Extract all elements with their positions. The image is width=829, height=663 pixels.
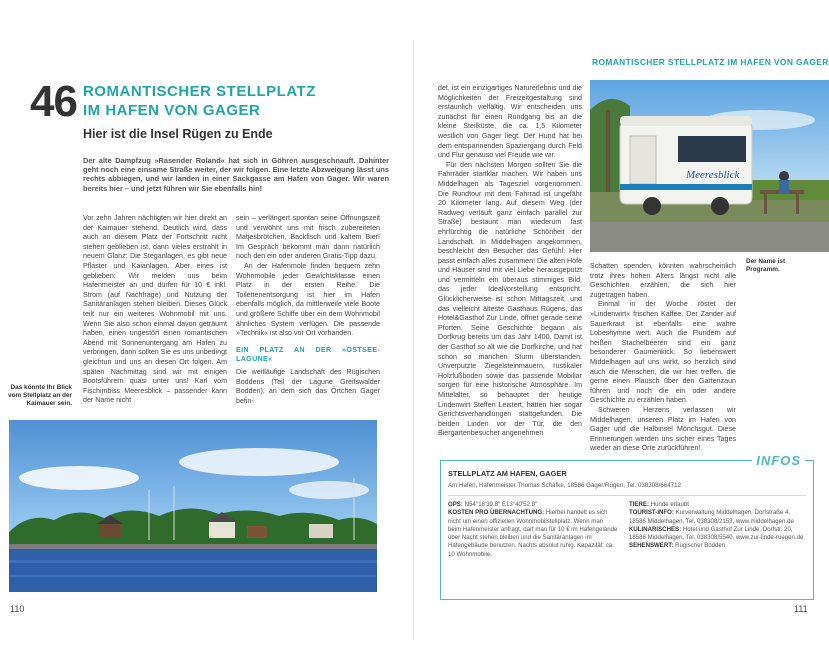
info-gps: GPS: N54°18'39.8" E13°40'52.8" <box>448 501 538 508</box>
info-divider <box>448 495 806 496</box>
title-line-2: IM HAFEN VON GAGER <box>83 102 261 119</box>
page-number: 110 <box>10 604 25 614</box>
info-tourist: TOURIST-INFO: Kurverwaltung Middelhagen, Dorfstraße 4, 18586 Middelhagen, Tel. 038308/2153, www.middelhagen.de <box>629 509 794 525</box>
info-sights: SEHENSWERT: Rügischer Bodden <box>629 542 726 550</box>
camper-illustration <box>590 80 829 252</box>
info-food: KULINARISCHES: Hotel und Gasthof Zur Linde, Dorfstr. 20, 18586 Middelhagen, Tel. 038308/5540, www.zur-linde-ruegen.de <box>629 525 804 542</box>
body-paragraph: det, ist ein einzigartiges Naturerlebnis und die Möglichkeiten der Freizeitgestaltung sind erstaunlich vielfältig. Wir entscheiden uns zunächst für einen Rundgang bis an die kleine Steilküste, die ca. 1,5 Kilometer westlich von Gager liegt. Der Hund hat bei dem entspannenden Spaziergang durch Feld und Flur genauso viel Freude wie wir. <box>438 84 582 160</box>
body-paragraph: Die weitläufige Landschaft des Rügischen Boddens (Teil der Lagune Greifswalder Bodden), an dem sich das Örtchen Gager befin- <box>236 367 380 405</box>
left-page <box>0 0 414 663</box>
camper-photo <box>590 80 829 252</box>
photo-caption: Der Name ist Programm. <box>746 258 786 273</box>
body-paragraph: Schweren Herzens verlassen wir Middelhagen, unseren Platz im Hafen von Gager und die Halbinsel Mönchsgut. Diese Erinnerungen werden uns sicher eines Tages wieder an diese Orte zurückführen! <box>590 405 736 453</box>
info-title: STELLPLATZ AM HAFEN, GAGER <box>448 469 567 478</box>
body-paragraph: Schatten spenden, könnten wahrscheinlich trotz ihres hohen Alters längst nicht alle Geschichten erzählen, die sich hier zugetragen haben. <box>590 262 736 299</box>
title-line-1: ROMANTISCHER STELLPLATZ <box>83 83 316 100</box>
left-column-2 <box>236 214 380 406</box>
info-column-left <box>448 501 618 559</box>
body-paragraph: Vor zehn Jahren nächtigten wir hier direkt an der Kaimauer stehend. Deutlich wird, dass auch an diesem Platz der Fortschritt nicht stehen geblieben ist, dann vieles erstrahlt in neuem Glanz: Die Steganlagen, es gibt neue Pflaster und Kaianlagen. Aber eines ist geblieben: Wir melden uns beim Hafenmeister an und dürfen für 10 € inkl. Strom (auf Nachfrage) und Nutzung der Sanitäranlagen stehen bleiben. Dieses Glück teilt nur ein weiteres Wohnmobil mit uns. Wenn Sie also schon einmal davon geträumt haben, einen ungestört einen romantischen Abend mit Sonnenuntergang am Hafen zu verbringen, dann sollten Sie es uns unbedingt gleichtun und uns an diesen Ort folgen. Am späten Nachmittag sind wir mit einigen Bootsführern quasi unter uns! Karl vom Fischimbiss Meeresblick – passender kann der Name nicht <box>83 214 227 405</box>
left-column-1 <box>83 214 227 406</box>
page-number: 111 <box>794 604 808 614</box>
info-costs: KOSTEN PRO ÜBERNACHTUNG: Hierbei handelt es sich nicht um einen offiziellen Wohnmobilstellplatz. Wenn man beim Hafenmeister anfragt, darf man für 10 € im Hafengelände über Nacht stehen bleiben und die Sanitäranlagen im Hafengebäude benutzen. Nachts absolut ruhig. Kapazität: ca. 10 Wohnmobile. <box>448 509 618 558</box>
intro-paragraph: Der alte Dampfzug »Rasender Roland« hat sich in Göhren ausgeschnauft. Dahinter geht noch eine einsame Straße weiter, der wir folgen. Eine letzte Abzweigung lässt uns rechts abbiegen, und wir landen in einer Sackgasse am Hafen von Gager. Wir waren bereits hier – und jetzt führen wir Sie ebenfalls hin! <box>83 156 389 193</box>
camper-sign-text: Meeresblick <box>686 169 740 181</box>
section-subhead: EIN PLATZ AN DER »OSTSEE-LAGUNE« <box>236 344 380 364</box>
chapter-number: 46 <box>30 77 77 126</box>
info-pets: TIERE: Hunde erlaubt <box>629 501 689 508</box>
running-header: ROMANTISCHER STELLPLATZ IM HAFEN VON GAGER <box>592 57 829 67</box>
body-paragraph: An der Hafenmole finden bequem zehn Wohnmobile jeder Gewichtsklasse einen Platz in der ersten Reihe. Die Toilettenentsorgung ist hier im Hafen ebenfalls möglich, da mittlerweile viele Boote und größere Schiffe über ein dem Wohnmobil ähnliches System verfügen. Die passende »Technik« ist also vor Ort vorhanden. <box>236 261 380 338</box>
right-column-2 <box>590 262 736 454</box>
harbor-photo <box>9 420 377 592</box>
photo-caption: Das könnte Ihr Blick vom Stellplatz an der Kaimauer sein. <box>8 384 72 407</box>
body-paragraph: Einmal in der Woche röstet der »Lindenwirt« frischen Kaffee. Der Zander auf Sauerkraut ist ebenfalls eine wahre Lobeshymne wert. Auch die Flundern auf heißen Stachelbeeren sind ein ganz besonderer Gaumenkick. So liebenswert Middelhagen auf uns wirkt, so herzlich sind auch die Menschen, die wir hier treffen, die gerne einen Plausch über den Gartenzaun führen und noch die ein oder andere Geschichte zu erzählen haben. <box>590 300 736 405</box>
chapter-title <box>83 82 316 120</box>
right-column-1 <box>438 84 582 439</box>
info-address: Am Hafen, Hafenmeister Thomas Schäfke, 18586 Gager/Rügen, Tel. 038308/664712 <box>448 482 681 489</box>
body-paragraph: Für den nächsten Morgen sollten Sie die Fahrräder startklar machen. Wir haben uns Middelhagen als Tagesziel vorgenommen. Die Rundtour mit dem Fahrrad ist ungefähr 20 Kilometer lang. Auf diesem Weg (der Radweg verläuft ganz einfach parallel zur Straße) bestaunt man wiederum fast ehrfürchtig die natürliche Schönheit der Landschaft. In Middelhagen angekommen, beschleicht den Besucher das Gefühl: Hier passt einfach alles zusammen! Die alten Höfe und Häuser sind mit viel Liebe herausgeputzt und vermitteln ein überaus stimmiges Bild, das jeder Idealvorstellung entspricht. Glücklicherweise ist schon Mittagszeit, und das vielleicht älteste Gasthaus Rügens, das Hotel&Gasthof Zur Linde, öffnet gerade seine Pforten. Seine Geschichte begann als Dorfkrug bereits um das Jahr 1400. Damit ist der Gasthof so alt wie die Dorfkirche, und hat schon so manchen Sturm überstanden. Unverputzte Ziegelsteinmauern, rustikaler Holzfußboden sowie das passende Mobiliar sorgen für eine historische Atmosphäre. Im Mittelalter, so behauptet der heutige Lindenwirt Steffen Leistert, hätten hier sogar Gerichtsverhandlungen stattgefunden. Die beiden Linden vor der Tür, die den Biergartenbesucher angenehmen <box>438 160 582 438</box>
info-box <box>440 453 814 600</box>
right-page <box>414 0 829 663</box>
chapter-subtitle: Hier ist die Insel Rügen zu Ende <box>83 127 273 141</box>
body-paragraph: sein – verlängert spontan seine Öffnungszeit und verwöhnt uns mit frisch zubereiteten Matjesbrötchen, Backfisch und kaltem Bier! Im Gespräch bekommt man dann natürlich noch den ein oder anderen Gratis-Tipp dazu. <box>236 214 380 261</box>
info-column-right <box>629 501 807 551</box>
harbor-illustration <box>9 420 377 592</box>
info-tag: INFOS <box>752 453 805 468</box>
